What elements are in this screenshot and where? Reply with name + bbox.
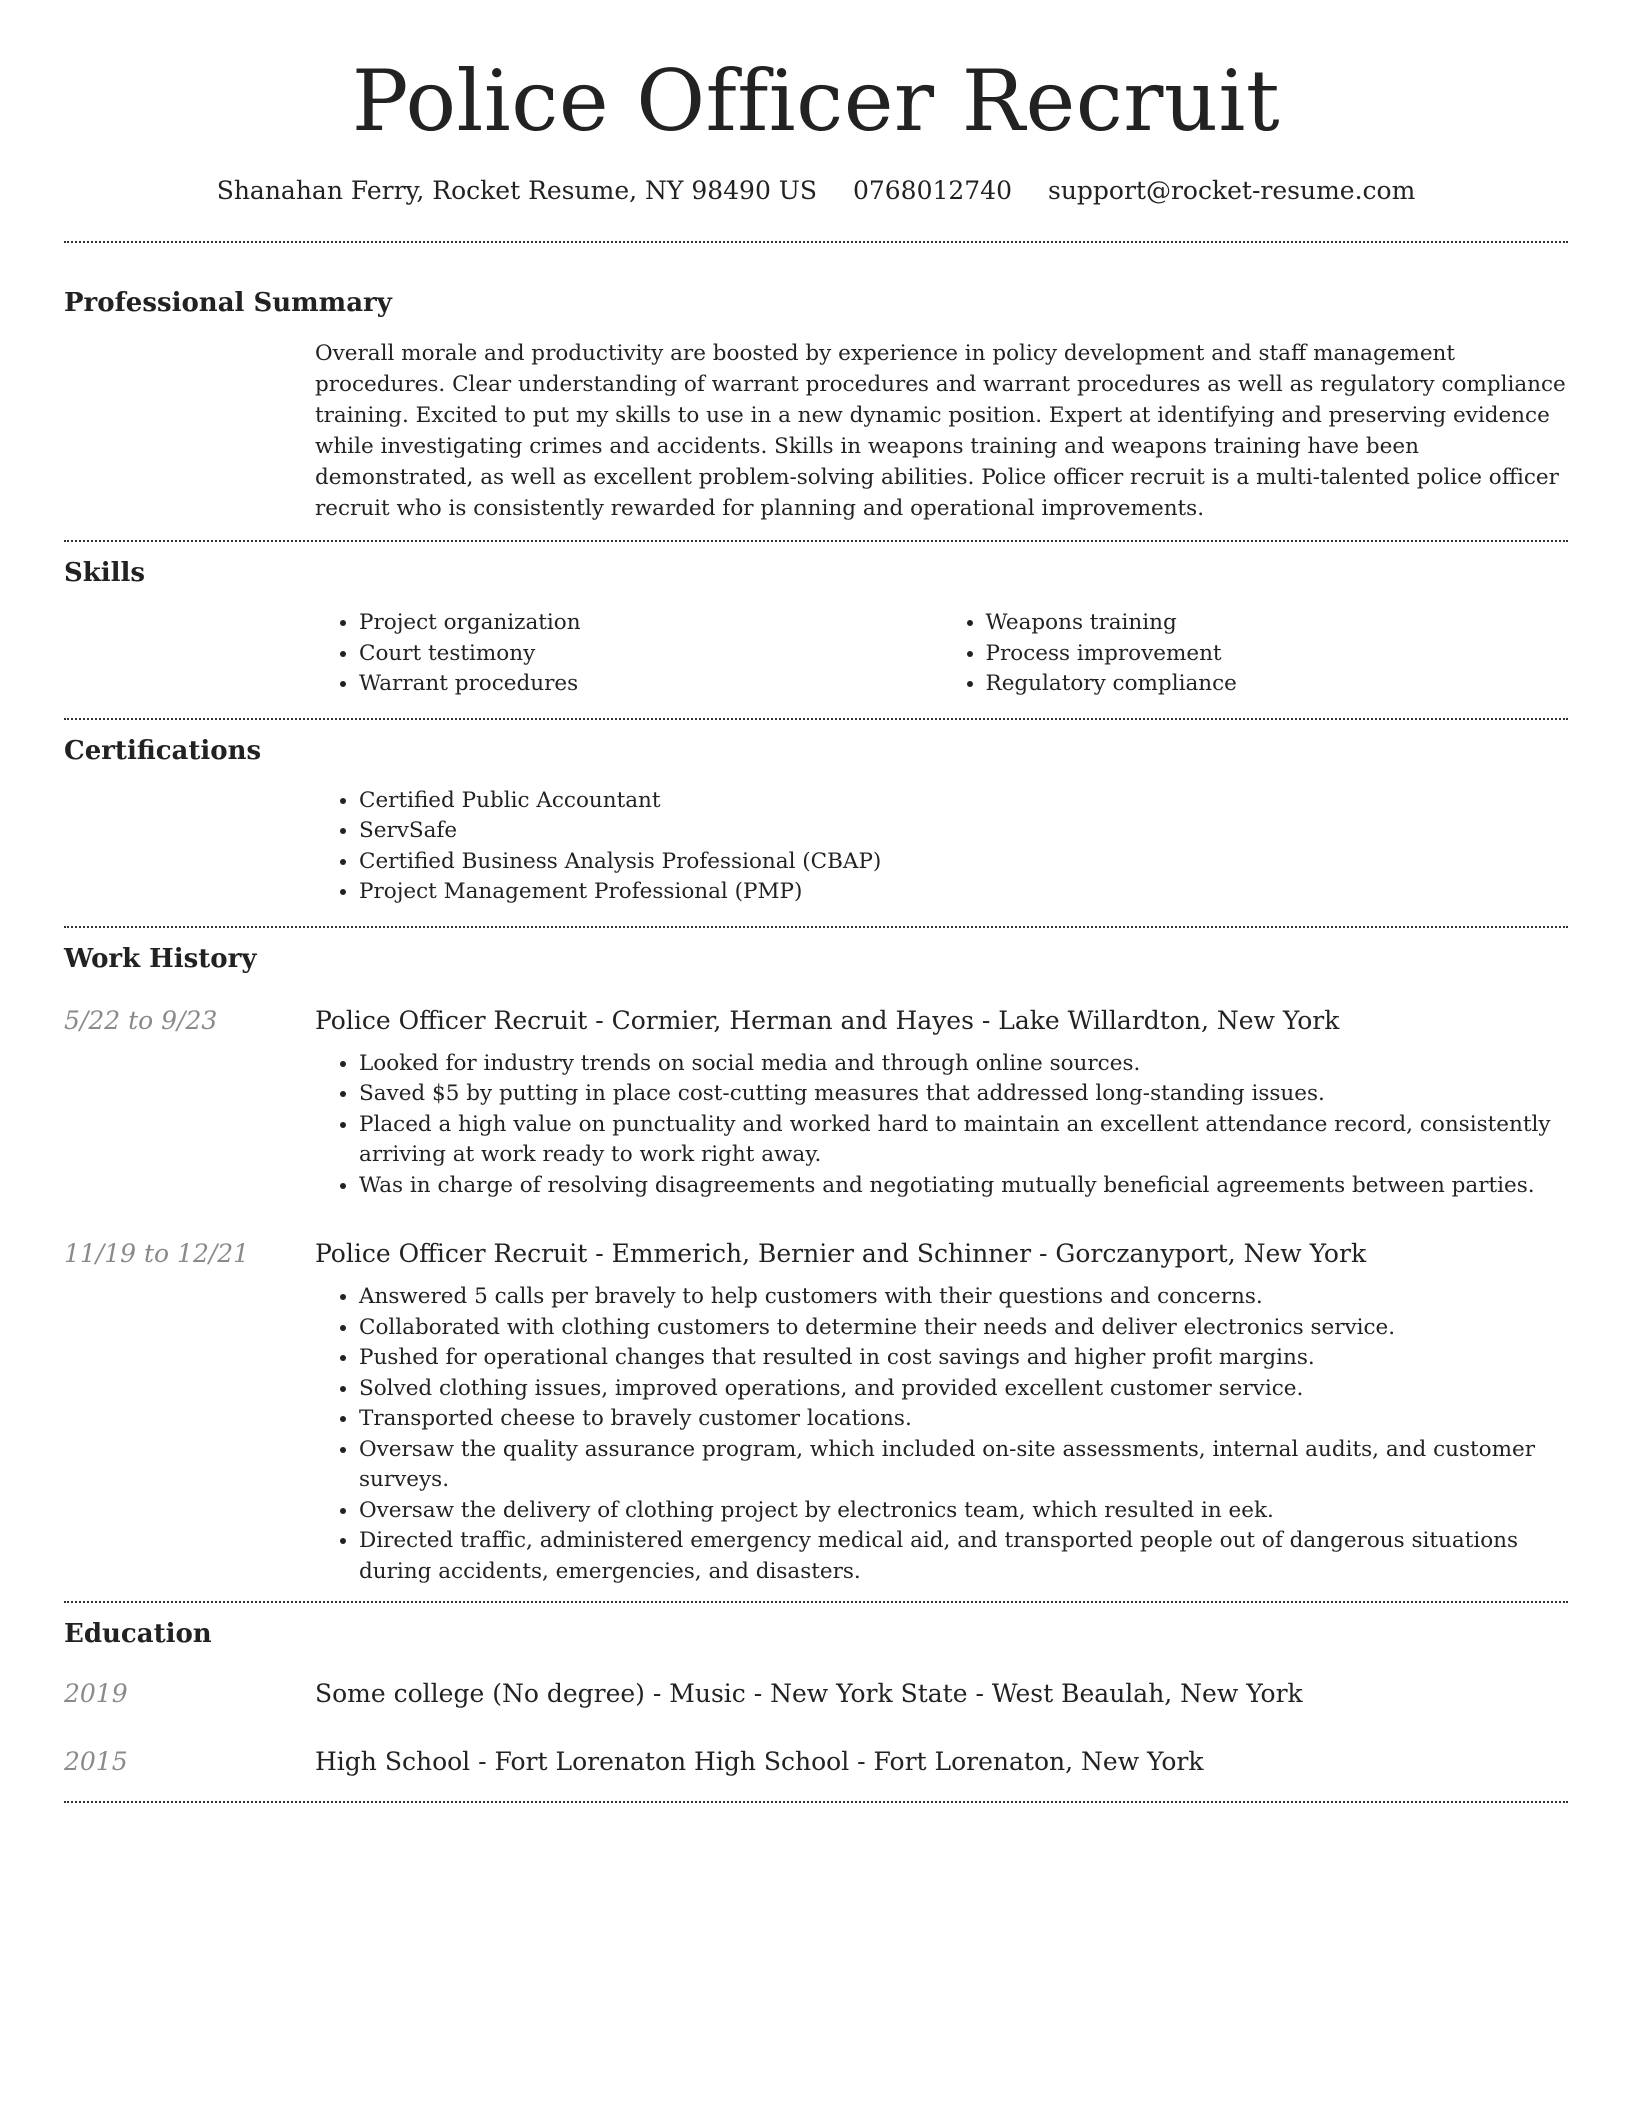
list-item: • Was in charge of resolving disagreements and negotiating mutually beneficial agreements between parties.	[359, 1171, 1568, 1202]
job-entry	[64, 1004, 1568, 1202]
list-item: • Pushed for operational changes that resulted in cost savings and higher profit margins.	[359, 1343, 1568, 1374]
summary-text: Overall morale and productivity are boosted by experience in policy development and staff management procedures. Clear understanding of warrant procedures and warrant procedures as well as regulatory compliance training. Excited to put my skills to use in a new dynamic position. Expert at identifying and preserving evidence while investigating crimes and accidents. Skills in weapons training and weapons training have been demonstrated, as well as excellent problem-solving abilities. Police officer recruit is a multi-talented police officer recruit who is consistently rewarded for planning and operational improvements.	[315, 341, 1566, 521]
contact-address: Shanahan Ferry, Rocket Resume, NY 98490 US	[216, 176, 818, 205]
education-details: Some college (No degree) - Music - New York State - West Beaulah, New York	[315, 1679, 1303, 1708]
list-item: • Process improvement	[986, 639, 1569, 670]
list-item: • Certified Public Accountant	[359, 786, 1568, 817]
job-body	[315, 1004, 1568, 1202]
contact-phone: 0768012740	[852, 176, 1013, 205]
education-heading: Education	[64, 1619, 212, 1649]
education-section	[64, 1603, 1568, 1801]
job-dates: 5/22 to 9/23	[64, 1005, 218, 1035]
job-bullets	[315, 1282, 1568, 1587]
job-title: Police Officer Recruit - Emmerich, Bernier and Schinner - Gorczanyport, New York	[315, 1239, 1367, 1268]
list-item: • Warrant procedures	[359, 669, 942, 700]
job-bullets	[315, 1049, 1568, 1202]
list-item: • Directed traffic, administered emergency medical aid, and transported people out of dangerous situations during accidents, emergencies, and disasters.	[359, 1526, 1568, 1587]
skills-grid	[315, 608, 1568, 700]
list-item: • Certified Business Analysis Professional (CBAP)	[359, 847, 1568, 878]
skills-list-left	[315, 608, 942, 700]
list-item: • Transported cheese to bravely customer locations.	[359, 1404, 1568, 1435]
list-item: • Placed a high value on punctuality and worked hard to maintain an excellent attendance record, consistently arriving at work ready to work right away.	[359, 1110, 1568, 1171]
list-item: • Solved clothing issues, improved operations, and provided excellent customer service.	[359, 1374, 1568, 1405]
skills-list-right	[942, 608, 1569, 700]
summary-heading: Professional Summary	[64, 288, 392, 318]
job-entry	[64, 1237, 1568, 1587]
education-details: High School - Fort Lorenaton High School - Fort Lorenaton, New York	[315, 1747, 1204, 1776]
list-item: • Oversaw the delivery of clothing project by electronics team, which resulted in eek.	[359, 1496, 1568, 1527]
job-title: Police Officer Recruit - Cormier, Herman and Hayes - Lake Willardton, New York	[315, 1005, 1340, 1035]
education-year: 2019	[64, 1679, 128, 1708]
list-item: • Oversaw the quality assurance program, which included on-site assessments, internal audits, and customer surveys.	[359, 1435, 1568, 1496]
list-item: • ServSafe	[359, 816, 1568, 847]
list-item: • Regulatory compliance	[986, 669, 1569, 700]
certifications-list	[315, 786, 1568, 908]
job-body	[315, 1237, 1568, 1587]
list-item: • Project Management Professional (PMP)	[359, 877, 1568, 908]
list-item: • Weapons training	[986, 608, 1569, 639]
work-history-section	[64, 928, 1568, 1602]
education-entry	[64, 1677, 1568, 1711]
list-item: • Looked for industry trends on social media and through online sources.	[359, 1049, 1568, 1080]
list-item: • Collaborated with clothing customers to determine their needs and deliver electronics service.	[359, 1313, 1568, 1344]
page-title: Police Officer Recruit	[351, 52, 1281, 150]
list-item: • Saved $5 by putting in place cost-cutting measures that addressed long-standing issues.	[359, 1079, 1568, 1110]
contact-line	[64, 174, 1568, 208]
work-history-heading: Work History	[64, 943, 257, 974]
summary-section	[64, 243, 1568, 540]
list-item: • Project organization	[359, 608, 942, 639]
certifications-bullets	[315, 786, 1568, 908]
list-item: • Court testimony	[359, 639, 942, 670]
education-year: 2015	[64, 1747, 128, 1776]
list-item: • Answered 5 calls per bravely to help customers with their questions and concerns.	[359, 1282, 1568, 1313]
education-entry	[64, 1745, 1568, 1779]
contact-email: support@rocket-resume.com	[1047, 176, 1416, 205]
skills-section	[64, 542, 1568, 718]
skills-heading: Skills	[64, 558, 146, 588]
section-divider	[64, 1801, 1568, 1803]
certifications-section	[64, 720, 1568, 926]
certifications-heading: Certifications	[64, 735, 262, 766]
job-dates: 11/19 to 12/21	[64, 1239, 250, 1268]
